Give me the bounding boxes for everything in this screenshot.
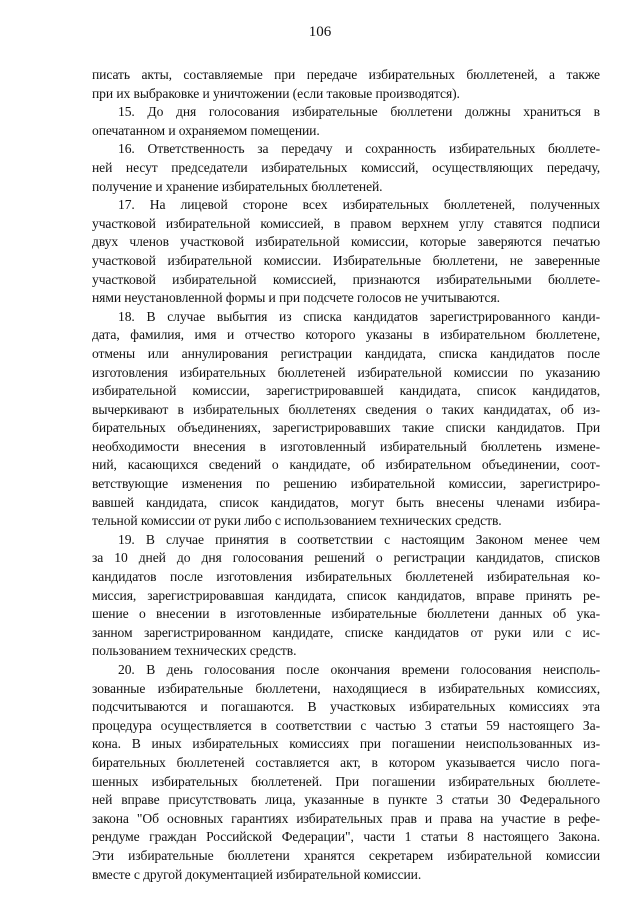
text-line: участковой избирательной комиссии. Избирательные бюллетени, не заверенные bbox=[92, 252, 600, 268]
text-line: Эти избирательные бюллетени хранятся секретарем избирательной комиссии bbox=[92, 847, 600, 863]
text-line: 19. В случае принятия в соответствии с настоящим Законом менее чем bbox=[118, 531, 600, 547]
text-line: при их выбраковке и уничтожении (если таковые производятся). bbox=[92, 85, 460, 101]
text-line: миссия, зарегистрировавшая кандидата, список кандидатов, вправе принять ре- bbox=[92, 587, 600, 603]
text-line: подсчитываются и погашаются. В участковых избирательных комиссиях эта bbox=[92, 699, 600, 715]
text-line: 17. На лицевой стороне всех избирательных бюллетеней, полученных bbox=[118, 197, 600, 213]
text-line: необходимости внесения в изготовленный избирательный бюллетень измене- bbox=[92, 438, 600, 454]
text-line: нями неустановленной формы и при подсчете голосов не учитываются. bbox=[92, 290, 500, 306]
text-line: бирательных объединениях, зарегистрировавших такие списки кандидатов. При bbox=[92, 420, 600, 436]
text-line: двух членов участковой избирательной комиссии, которые заверяются печатью bbox=[92, 234, 600, 250]
text-line: шенных избирательных бюллетеней. При погашении избирательных бюллете- bbox=[92, 773, 600, 789]
text-line: вычеркивают в избирательных бюллетенях сведения о таких кандидатах, об из- bbox=[92, 401, 600, 417]
text-line: участковой избирательной комиссией, в правом верхнем углу ставятся подписи bbox=[92, 215, 600, 231]
text-line: писать акты, составляемые при передаче избирательных бюллетеней, а также bbox=[92, 67, 600, 82]
page-number: 106 bbox=[308, 24, 332, 40]
text-line: 18. В случае выбытия из списка кандидатов зарегистрированного канди- bbox=[118, 308, 600, 324]
text-line: ней вправе присутствовать лица, указанные в пункте 3 статьи 30 Федерального bbox=[92, 792, 600, 808]
text-line: рендуме граждан Российской Федерации", части 1 статьи 8 настоящего Закона. bbox=[92, 829, 600, 845]
text-line: опечатанном и охраняемом помещении. bbox=[92, 122, 320, 138]
text-line: тельной комиссии от руки либо с использованием технических средств. bbox=[92, 513, 502, 529]
text-line: вместе с другой документацией избирательной комиссии. bbox=[92, 866, 422, 882]
text-line: 16. Ответственность за передачу и сохранность избирательных бюллете- bbox=[118, 141, 600, 157]
text-line: занном зарегистрированном кандидате, списке кандидатов от руки или с ис- bbox=[92, 624, 600, 640]
text-line: зованные избирательные бюллетени, находящиеся в избирательных комиссиях, bbox=[92, 680, 600, 696]
text-line: получение и хранение избирательных бюллетеней. bbox=[92, 178, 383, 194]
text-line: кона. В иных избирательных комиссиях при погашении неиспользованных из- bbox=[92, 736, 600, 752]
text-line: бирательных бюллетеней составляется акт, в котором указывается число пога- bbox=[92, 754, 600, 770]
text-line: изготовления избирательных бюллетеней избирательной комиссии по указанию bbox=[92, 364, 600, 380]
text-line: 15. До дня голосования избирательные бюллетени должны храниться в bbox=[118, 104, 600, 120]
text-line: отмены или аннулирования регистрации кандидата, списка кандидатов после bbox=[92, 345, 600, 361]
text-line: шение о внесении в изготовленные избирательные бюллетени данных об ука- bbox=[92, 606, 600, 622]
text-line: пользованием технических средств. bbox=[92, 643, 297, 659]
text-line: дата, фамилия, имя и отчество которого указаны в избирательном бюллетене, bbox=[92, 327, 600, 343]
text-line: избирательной комиссии, зарегистрировавшей кандидата, список кандидатов, bbox=[92, 383, 600, 399]
text-line: ней несут председатели избирательных комиссий, осуществляющих передачу, bbox=[92, 159, 600, 175]
text-line: за 10 дней до дня голосования решений о регистрации кандидатов, списков bbox=[92, 550, 600, 566]
text-line: кандидатов после изготовления избирательных бюллетеней избирательная ко- bbox=[92, 569, 600, 585]
text-line: ний, касающихся сведений о кандидате, об избирательном объединении, соот- bbox=[92, 457, 600, 473]
text-line: закона "Об основных гарантиях избирательных прав и права на участие в рефе- bbox=[92, 810, 600, 826]
text-line: 20. В день голосования после окончания времени голосования неисполь- bbox=[118, 662, 600, 677]
text-line: участковой избирательной комиссией, признаются избирательными бюллете- bbox=[92, 271, 600, 287]
document-body bbox=[92, 66, 600, 884]
text-line: ветствующие изменения по решению избирательной комиссии, зарегистриро- bbox=[92, 476, 600, 492]
text-line: вавшей кандидата, список кандидатов, могут быть внесены членами избира- bbox=[92, 494, 600, 510]
text-line: процедура осуществляется в соответствии с частью 3 статьи 59 настоящего За- bbox=[92, 717, 600, 733]
